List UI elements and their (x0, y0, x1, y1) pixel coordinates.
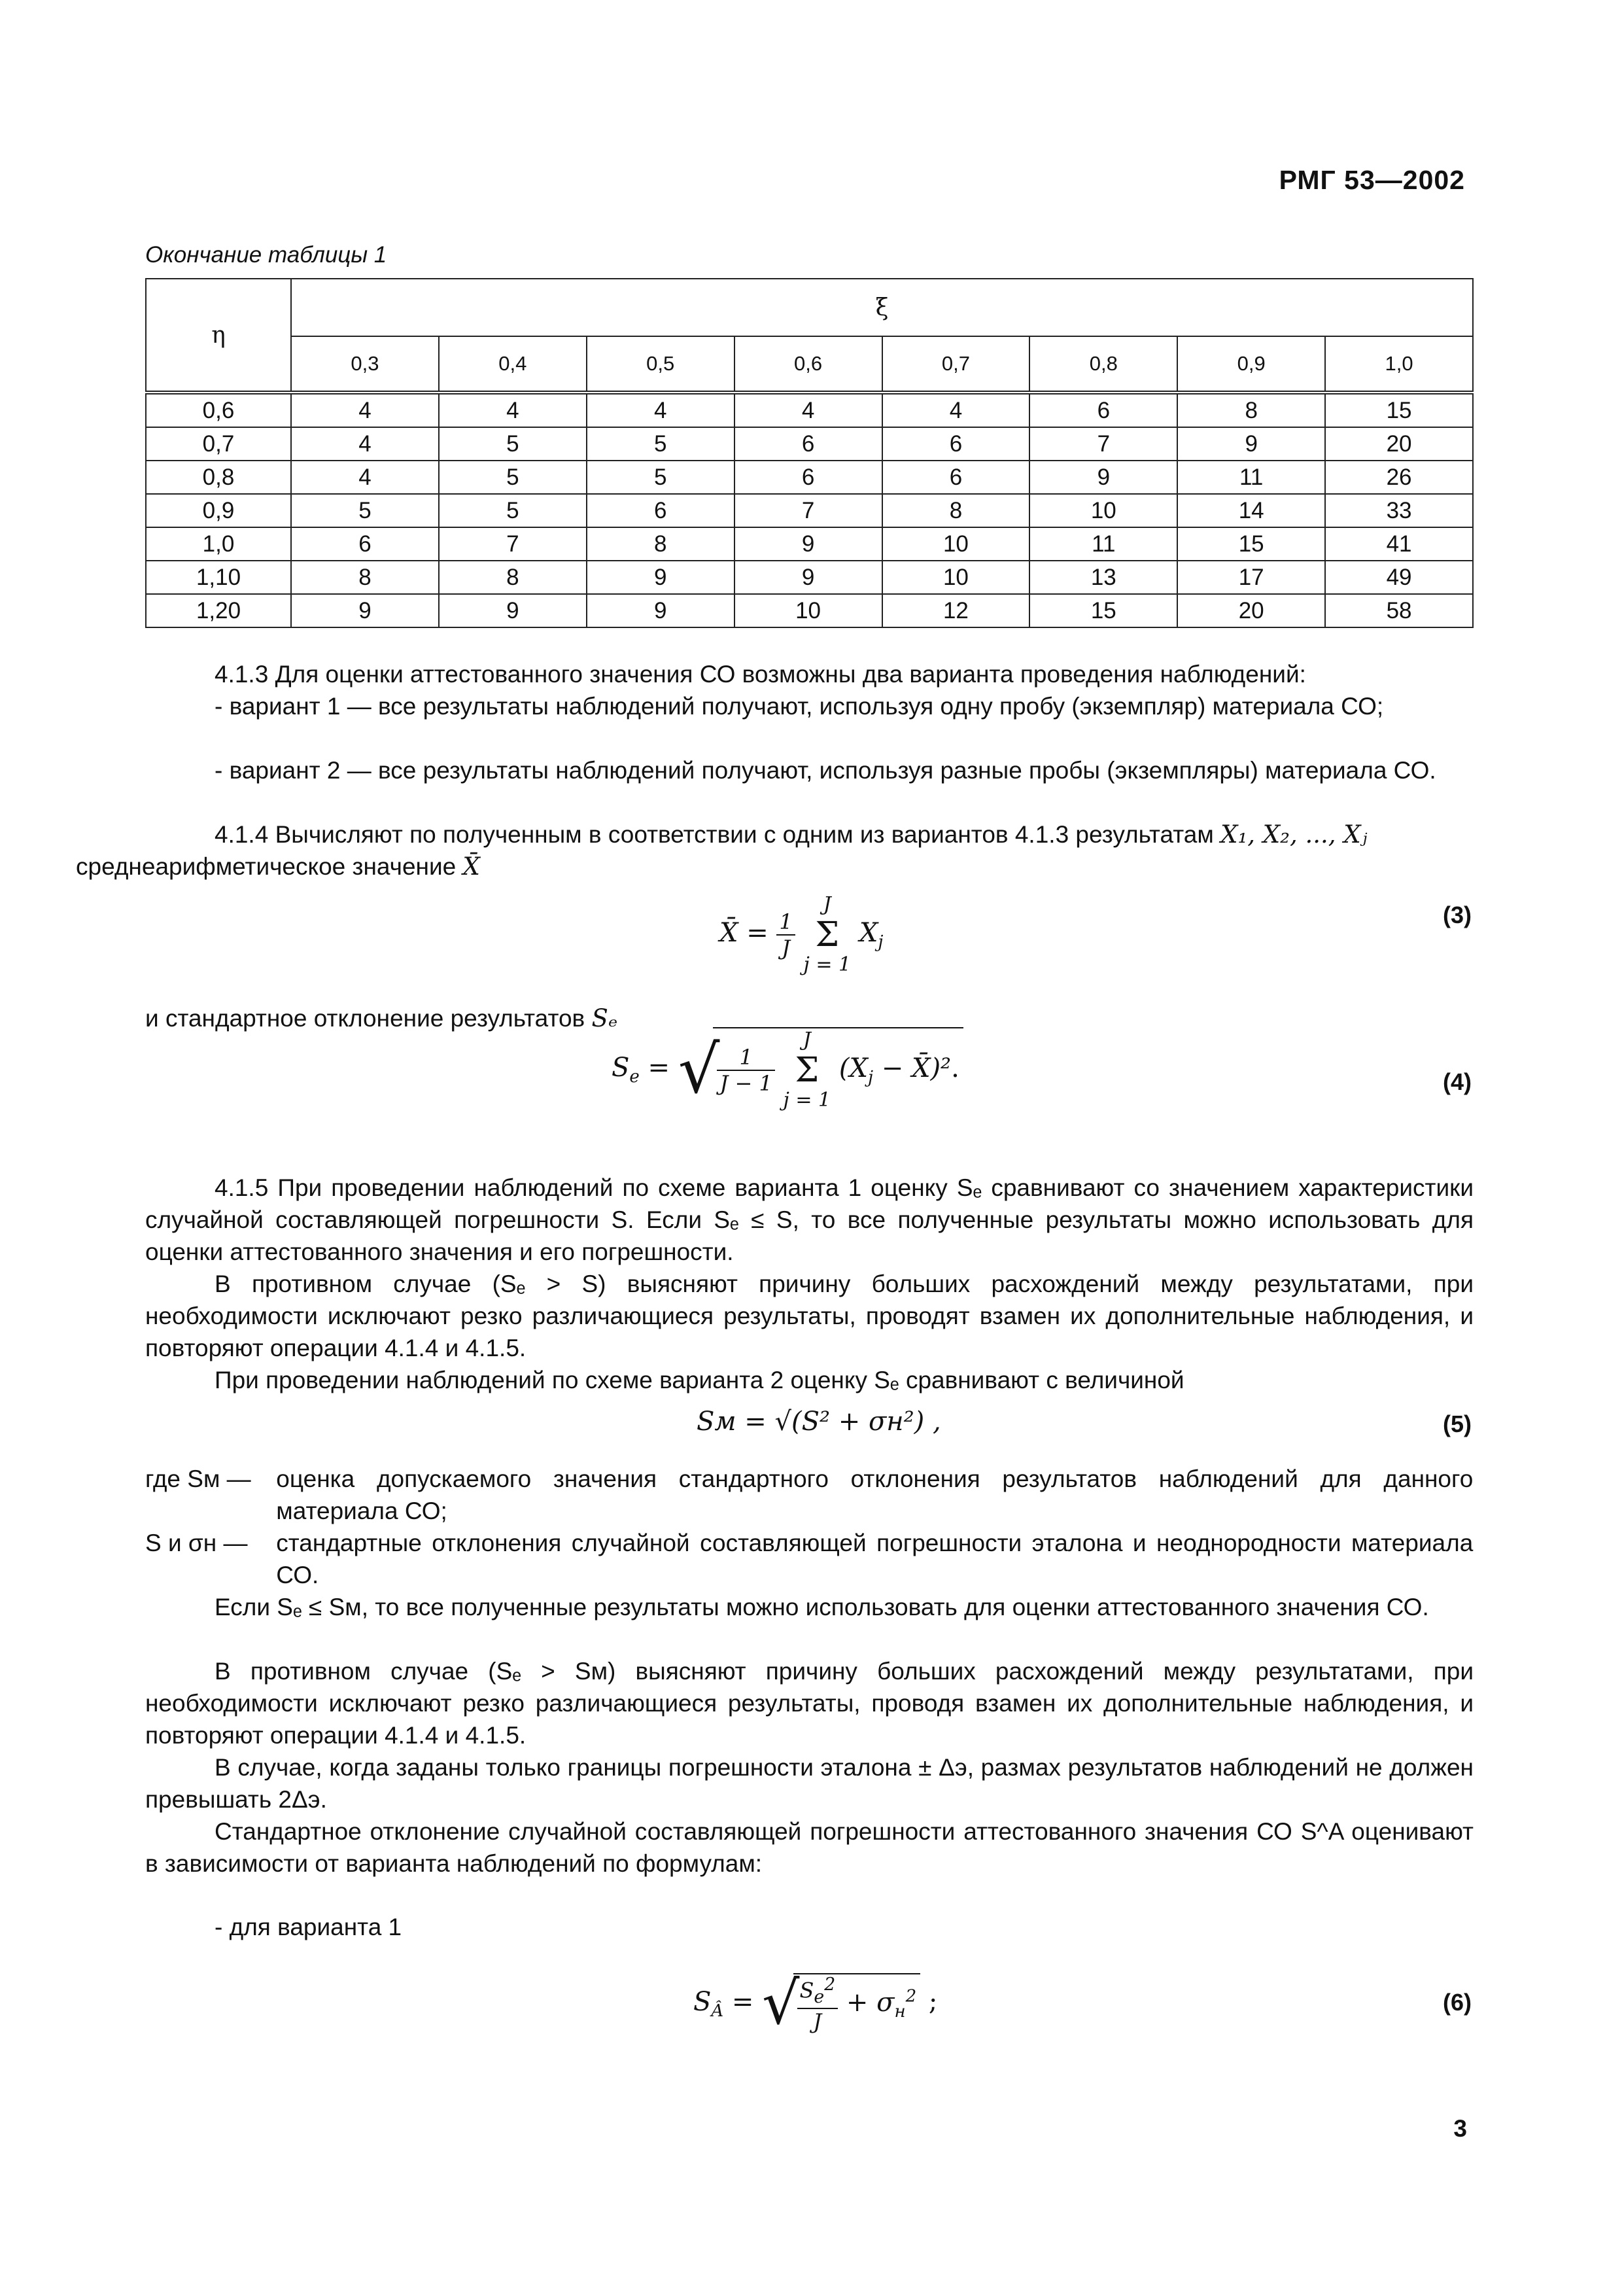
formula-4: $S_e$ = √ $\frac{1}{J - 1}$ J Σ j = 1 ($X_j$ − X̄)². (612, 1027, 963, 1112)
eta-cell: 1,20 (146, 594, 291, 627)
eta-cell: 0,6 (146, 393, 291, 427)
equation-number-6: (6) (1443, 1989, 1472, 2016)
xi-values-row (146, 336, 1473, 393)
equation-number-3: (3) (1443, 902, 1472, 928)
where-def-sm: оценка допускаемого значения стандартного отклонения результатов наблюдений для данного материала СО; (276, 1465, 1474, 1524)
document-code: РМГ 53—2002 (1279, 165, 1465, 195)
formula-6-end: ; (928, 1986, 938, 2017)
para-4-1-5: 4.1.5 При проведении наблюдений по схеме варианта 1 оценку Sₑ сравнивают со значением характеристики случайной составляющей погрешности S. Если Sₑ ≤ S, то все полученные результаты можно использовать для оценки аттестованного значения и его погрешности. (145, 1174, 1474, 1265)
where-item-sm (145, 1463, 1474, 1527)
row-header-eta: η (146, 279, 291, 393)
value-cell: 5 (439, 461, 587, 494)
observation-variables: X₁, X₂, ..., Xⱼ (1220, 820, 1368, 849)
xi-value: 0,5 (587, 336, 734, 393)
equation-number-4: (4) (1443, 1068, 1472, 1095)
value-cell: 8 (439, 561, 587, 594)
eta-cell: 0,8 (146, 461, 291, 494)
xi-value: 0,9 (1177, 336, 1325, 393)
para-otherwise-2: В противном случае (Sₑ > Sм) выясняют причину больших расхождений между результатами, при необходимости исключают резко различающиеся результаты, проводя взамен их дополнительные наблюдения, и повторяют операции 4.1.4 и 4.1.5. (145, 1658, 1474, 1749)
para-variant-2: - вариант 2 — все результаты наблюдений получают, используя разные пробы (экземпляры) материала СО. (215, 757, 1436, 784)
xi-value: 0,7 (882, 336, 1030, 393)
value-cell: 7 (439, 527, 587, 561)
value-cell: 6 (1029, 393, 1177, 427)
value-cell: 10 (1029, 494, 1177, 527)
value-cell: 12 (882, 594, 1030, 627)
eta-cell: 0,9 (146, 494, 291, 527)
value-cell: 33 (1325, 494, 1473, 527)
value-cell: 4 (291, 427, 439, 461)
mean-symbol: X̄ (462, 852, 480, 881)
value-cell: 11 (1177, 461, 1325, 494)
value-cell: 5 (439, 494, 587, 527)
xi-value: 0,8 (1029, 336, 1177, 393)
eta-cell: 1,10 (146, 561, 291, 594)
value-cell: 5 (587, 461, 734, 494)
page-number: 3 (1453, 2115, 1467, 2142)
value-cell: 20 (1325, 427, 1473, 461)
formula-5: Sм = √(S² + σн²) , (697, 1407, 941, 1437)
value-cell: 8 (1177, 393, 1325, 427)
where-def-s-sigma: стандартные отклонения случайной составляющей погрешности эталона и неоднородности материала СО. (276, 1530, 1474, 1588)
value-cell: 41 (1325, 527, 1473, 561)
value-cell: 15 (1029, 594, 1177, 627)
value-cell: 4 (587, 393, 734, 427)
value-cell: 9 (587, 594, 734, 627)
para-variant-1: - вариант 1 — все результаты наблюдений получают, используя одну пробу (экземпляр) материала СО; (215, 693, 1384, 720)
value-cell: 6 (882, 461, 1030, 494)
where-term-s-sigma: S и σн — (145, 1530, 248, 1556)
para-4-1-4-lead: 4.1.4 Вычисляют по полученным в соответствии с одним из вариантов 4.1.3 результатам (215, 821, 1214, 848)
value-cell: 20 (1177, 594, 1325, 627)
value-cell: 9 (439, 594, 587, 627)
table-row (146, 594, 1473, 627)
value-cell: 6 (587, 494, 734, 527)
value-cell: 9 (291, 594, 439, 627)
xi-value: 0,4 (439, 336, 587, 393)
value-cell: 49 (1325, 561, 1473, 594)
value-cell: 8 (882, 494, 1030, 527)
value-cell: 4 (291, 461, 439, 494)
para-4-1-3: 4.1.3 Для оценки аттестованного значения СО возможны два варианта проведения наблюдений: (215, 661, 1306, 688)
value-cell: 9 (1029, 461, 1177, 494)
value-cell: 5 (587, 427, 734, 461)
value-cell: 6 (291, 527, 439, 561)
para-variant-2-compare: При проведении наблюдений по схеме варианта 2 оценку Sₑ сравнивают с величиной (215, 1367, 1184, 1393)
eta-cell: 1,0 (146, 527, 291, 561)
table-row (146, 527, 1473, 561)
value-cell: 9 (734, 561, 882, 594)
value-cell: 4 (734, 393, 882, 427)
equation-number-5: (5) (1443, 1410, 1472, 1437)
para-std-intro (145, 1002, 617, 1034)
para-bounds: В случае, когда заданы только границы погрешности эталона ± Δэ, размах результатов наблюдений не должен превышать 2Δэ. (145, 1754, 1474, 1813)
para-for-variant-1: - для варианта 1 (215, 1914, 402, 1940)
table-row (146, 393, 1473, 427)
value-cell: 9 (734, 527, 882, 561)
where-term-sm: где Sм — (145, 1465, 251, 1492)
para-if-se-le-sm: Если Sₑ ≤ Sм, то все полученные результаты можно использовать для оценки аттестованного значения СО. (215, 1594, 1429, 1621)
table-row (146, 561, 1473, 594)
xi-value: 0,3 (291, 336, 439, 393)
value-cell: 4 (439, 393, 587, 427)
value-cell: 15 (1325, 393, 1473, 427)
xi-value: 0,6 (734, 336, 882, 393)
value-cell: 13 (1029, 561, 1177, 594)
value-cell: 5 (439, 427, 587, 461)
formula-3: X̄ = $\frac{1}{J}$ J Σ j = 1 $X_j$ (719, 893, 884, 976)
para-otherwise-1: В противном случае (Sₑ > S) выясняют причину больших расхождений между результатами, при необходимости исключают резко различающиеся результаты, проводят взамен их дополнительные наблюдения, и повторяют операции 4.1.4 и 4.1.5. (145, 1270, 1474, 1361)
xi-value: 1,0 (1325, 336, 1473, 393)
table-row (146, 461, 1473, 494)
value-cell: 6 (734, 461, 882, 494)
value-cell: 17 (1177, 561, 1325, 594)
value-cell: 10 (882, 561, 1030, 594)
value-cell: 15 (1177, 527, 1325, 561)
table-body (146, 393, 1473, 627)
table-1 (145, 278, 1474, 628)
para-4-1-4 (76, 818, 1474, 883)
value-cell: 4 (291, 393, 439, 427)
table-row (146, 494, 1473, 527)
value-cell: 9 (1177, 427, 1325, 461)
table-caption: Окончание таблицы 1 (145, 242, 387, 268)
value-cell: 10 (882, 527, 1030, 561)
se-symbol: Sₑ (591, 1004, 618, 1032)
value-cell: 11 (1029, 527, 1177, 561)
value-cell: 58 (1325, 594, 1473, 627)
value-cell: 26 (1325, 461, 1473, 494)
para-std-dev-estimation: Стандартное отклонение случайной составляющей погрешности аттестованного значения СО S^A оценивают в зависимости от варианта наблюдений по формулам: (145, 1818, 1474, 1877)
value-cell: 7 (734, 494, 882, 527)
column-header-xi: ξ (291, 279, 1473, 336)
value-cell: 4 (882, 393, 1030, 427)
value-cell: 6 (882, 427, 1030, 461)
value-cell: 6 (734, 427, 882, 461)
para-4-1-4-tail: среднеарифметическое значение (76, 853, 457, 880)
para-std-text: и стандартное отклонение результатов (145, 1005, 585, 1032)
eta-cell: 0,7 (146, 427, 291, 461)
where-item-s-sigma (145, 1527, 1474, 1591)
formula-6: $S_Â$ = √ $\frac{S_e^2}{J}$ + $\sigma_н^2$ ; (693, 1969, 938, 2038)
value-cell: 10 (734, 594, 882, 627)
table-row (146, 427, 1473, 461)
value-cell: 5 (291, 494, 439, 527)
value-cell: 8 (291, 561, 439, 594)
value-cell: 7 (1029, 427, 1177, 461)
value-cell: 14 (1177, 494, 1325, 527)
value-cell: 9 (587, 561, 734, 594)
value-cell: 8 (587, 527, 734, 561)
